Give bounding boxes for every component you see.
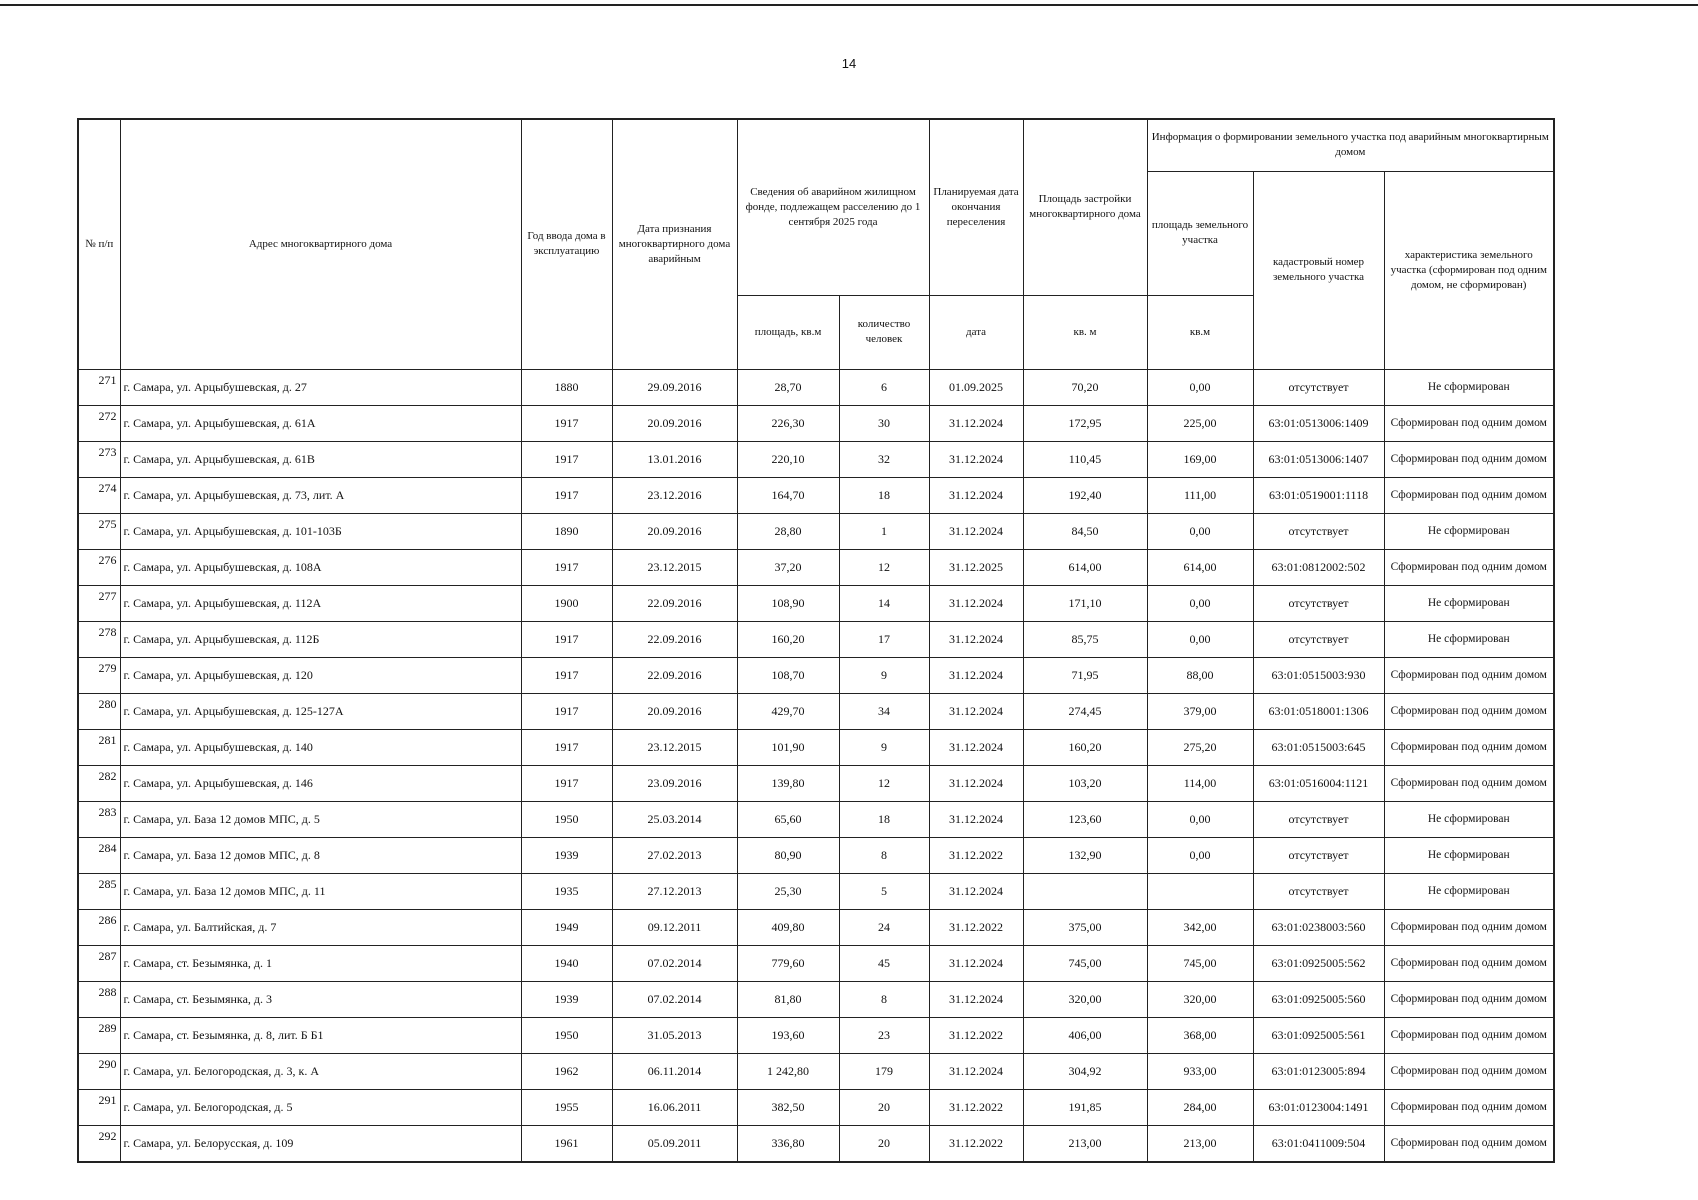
row-number: 272 <box>78 405 120 441</box>
row-build-area: 274,45 <box>1023 693 1147 729</box>
header-unit-area: площадь, кв.м <box>737 295 839 369</box>
table-row <box>78 369 1554 405</box>
row-year: 1950 <box>521 801 612 837</box>
row-land-char: Не сформирован <box>1384 369 1554 405</box>
row-date-recognized: 23.12.2015 <box>612 729 737 765</box>
row-build-area: 110,45 <box>1023 441 1147 477</box>
row-planned-end: 31.12.2022 <box>929 1089 1023 1125</box>
row-land-char: Сформирован под одним домом <box>1384 549 1554 585</box>
table-row <box>78 693 1554 729</box>
row-planned-end: 31.12.2024 <box>929 657 1023 693</box>
row-number: 291 <box>78 1089 120 1125</box>
row-people: 14 <box>839 585 929 621</box>
row-land-char: Сформирован под одним домом <box>1384 1125 1554 1162</box>
row-date-recognized: 20.09.2016 <box>612 513 737 549</box>
row-date-recognized: 23.12.2015 <box>612 549 737 585</box>
row-year: 1900 <box>521 585 612 621</box>
row-people: 8 <box>839 837 929 873</box>
row-land-area: 0,00 <box>1147 585 1253 621</box>
row-land-area: 320,00 <box>1147 981 1253 1017</box>
row-people: 30 <box>839 405 929 441</box>
row-year: 1917 <box>521 405 612 441</box>
row-land-char: Сформирован под одним домом <box>1384 657 1554 693</box>
row-year: 1940 <box>521 945 612 981</box>
row-area: 65,60 <box>737 801 839 837</box>
row-year: 1939 <box>521 837 612 873</box>
row-address: г. Самара, ул. База 12 домов МПС, д. 5 <box>120 801 521 837</box>
row-area: 336,80 <box>737 1125 839 1162</box>
row-cadastral: 63:01:0513006:1407 <box>1253 441 1384 477</box>
row-land-char: Не сформирован <box>1384 873 1554 909</box>
row-year: 1917 <box>521 729 612 765</box>
row-address: г. Самара, ул. Арцыбушевская, д. 140 <box>120 729 521 765</box>
row-area: 101,90 <box>737 729 839 765</box>
row-people: 179 <box>839 1053 929 1089</box>
row-cadastral: отсутствует <box>1253 585 1384 621</box>
row-people: 8 <box>839 981 929 1017</box>
row-build-area: 320,00 <box>1023 981 1147 1017</box>
row-date-recognized: 22.09.2016 <box>612 621 737 657</box>
row-planned-end: 31.12.2024 <box>929 765 1023 801</box>
row-number: 280 <box>78 693 120 729</box>
row-build-area: 172,95 <box>1023 405 1147 441</box>
row-planned-end: 31.12.2024 <box>929 441 1023 477</box>
row-planned-end: 31.12.2024 <box>929 477 1023 513</box>
row-address: г. Самара, ул. Арцыбушевская, д. 61А <box>120 405 521 441</box>
row-build-area: 70,20 <box>1023 369 1147 405</box>
row-date-recognized: 23.09.2016 <box>612 765 737 801</box>
row-area: 81,80 <box>737 981 839 1017</box>
row-date-recognized: 22.09.2016 <box>612 657 737 693</box>
row-land-char: Сформирован под одним домом <box>1384 1053 1554 1089</box>
row-planned-end: 31.12.2024 <box>929 981 1023 1017</box>
row-build-area: 85,75 <box>1023 621 1147 657</box>
row-year: 1880 <box>521 369 612 405</box>
row-address: г. Самара, ст. Безымянка, д. 1 <box>120 945 521 981</box>
row-year: 1890 <box>521 513 612 549</box>
header-land-area: площадь земельного участка <box>1147 171 1253 295</box>
table-row <box>78 945 1554 981</box>
row-cadastral: 63:01:0925005:562 <box>1253 945 1384 981</box>
row-land-char: Сформирован под одним домом <box>1384 477 1554 513</box>
row-people: 34 <box>839 693 929 729</box>
row-planned-end: 31.12.2024 <box>929 729 1023 765</box>
row-address: г. Самара, ул. Белогородская, д. 5 <box>120 1089 521 1125</box>
table-row <box>78 513 1554 549</box>
row-land-char: Сформирован под одним домом <box>1384 945 1554 981</box>
header-unit-sqm: кв. м <box>1023 295 1147 369</box>
row-planned-end: 31.12.2024 <box>929 693 1023 729</box>
row-land-char: Сформирован под одним домом <box>1384 1089 1554 1125</box>
row-planned-end: 31.12.2022 <box>929 1017 1023 1053</box>
row-cadastral: отсутствует <box>1253 513 1384 549</box>
row-number: 283 <box>78 801 120 837</box>
row-cadastral: 63:01:0123004:1491 <box>1253 1089 1384 1125</box>
row-year: 1939 <box>521 981 612 1017</box>
row-address: г. Самара, ул. База 12 домов МПС, д. 8 <box>120 837 521 873</box>
row-address: г. Самара, ул. Арцыбушевская, д. 112Б <box>120 621 521 657</box>
row-number: 286 <box>78 909 120 945</box>
header-land-info: Информация о формировании земельного участка под аварийным многоквартирным домом <box>1147 119 1554 171</box>
table-row <box>78 585 1554 621</box>
header-address: Адрес многоквартирного дома <box>120 119 521 369</box>
table-row <box>78 477 1554 513</box>
row-planned-end: 31.12.2024 <box>929 405 1023 441</box>
row-land-area: 114,00 <box>1147 765 1253 801</box>
row-year: 1917 <box>521 441 612 477</box>
row-build-area: 103,20 <box>1023 765 1147 801</box>
row-planned-end: 31.12.2024 <box>929 1053 1023 1089</box>
row-land-char: Не сформирован <box>1384 801 1554 837</box>
header-unit-people: количество человек <box>839 295 929 369</box>
row-area: 779,60 <box>737 945 839 981</box>
row-year: 1917 <box>521 657 612 693</box>
row-land-area: 213,00 <box>1147 1125 1253 1162</box>
row-area: 193,60 <box>737 1017 839 1053</box>
row-area: 160,20 <box>737 621 839 657</box>
row-number: 284 <box>78 837 120 873</box>
row-cadastral: 63:01:0518001:1306 <box>1253 693 1384 729</box>
row-build-area: 406,00 <box>1023 1017 1147 1053</box>
row-people: 20 <box>839 1125 929 1162</box>
row-land-area: 0,00 <box>1147 513 1253 549</box>
row-area: 429,70 <box>737 693 839 729</box>
row-number: 277 <box>78 585 120 621</box>
row-cadastral: отсутствует <box>1253 621 1384 657</box>
row-cadastral: 63:01:0925005:561 <box>1253 1017 1384 1053</box>
row-area: 226,30 <box>737 405 839 441</box>
table-row <box>78 909 1554 945</box>
row-people: 17 <box>839 621 929 657</box>
row-build-area: 191,85 <box>1023 1089 1147 1125</box>
table-row <box>78 549 1554 585</box>
row-land-area: 379,00 <box>1147 693 1253 729</box>
row-address: г. Самара, ул. Арцыбушевская, д. 73, лит. А <box>120 477 521 513</box>
row-address: г. Самара, ул. Белорусская, д. 109 <box>120 1125 521 1162</box>
header-date-recognized: Дата признания многоквартирного дома аварийным <box>612 119 737 369</box>
row-area: 108,90 <box>737 585 839 621</box>
header-planned-end: Планируемая дата окончания переселения <box>929 119 1023 295</box>
row-cadastral: 63:01:0515003:645 <box>1253 729 1384 765</box>
row-land-char: Сформирован под одним домом <box>1384 909 1554 945</box>
table-header <box>78 119 1554 369</box>
row-people: 5 <box>839 873 929 909</box>
row-area: 382,50 <box>737 1089 839 1125</box>
row-planned-end: 31.12.2024 <box>929 873 1023 909</box>
row-date-recognized: 05.09.2011 <box>612 1125 737 1162</box>
row-land-char: Не сформирован <box>1384 513 1554 549</box>
row-land-area: 745,00 <box>1147 945 1253 981</box>
header-year: Год ввода дома в эксплуатацию <box>521 119 612 369</box>
header-unit-date: дата <box>929 295 1023 369</box>
row-year: 1961 <box>521 1125 612 1162</box>
row-land-area: 225,00 <box>1147 405 1253 441</box>
row-number: 273 <box>78 441 120 477</box>
row-area: 409,80 <box>737 909 839 945</box>
row-build-area: 614,00 <box>1023 549 1147 585</box>
row-date-recognized: 25.03.2014 <box>612 801 737 837</box>
row-number: 275 <box>78 513 120 549</box>
table-row <box>78 621 1554 657</box>
row-address: г. Самара, ул. База 12 домов МПС, д. 11 <box>120 873 521 909</box>
header-unit-sqm-land: кв.м <box>1147 295 1253 369</box>
row-year: 1950 <box>521 1017 612 1053</box>
row-build-area: 132,90 <box>1023 837 1147 873</box>
row-address: г. Самара, ул. Балтийская, д. 7 <box>120 909 521 945</box>
row-number: 288 <box>78 981 120 1017</box>
row-year: 1917 <box>521 765 612 801</box>
row-cadastral: отсутствует <box>1253 369 1384 405</box>
row-cadastral: 63:01:0513006:1409 <box>1253 405 1384 441</box>
row-cadastral: 63:01:0516004:1121 <box>1253 765 1384 801</box>
row-area: 164,70 <box>737 477 839 513</box>
row-year: 1917 <box>521 621 612 657</box>
row-date-recognized: 27.02.2013 <box>612 837 737 873</box>
row-land-area: 368,00 <box>1147 1017 1253 1053</box>
row-people: 18 <box>839 801 929 837</box>
table-row <box>78 1089 1554 1125</box>
row-land-char: Не сформирован <box>1384 621 1554 657</box>
row-land-char: Сформирован под одним домом <box>1384 693 1554 729</box>
row-date-recognized: 29.09.2016 <box>612 369 737 405</box>
table-row <box>78 729 1554 765</box>
table-row <box>78 1053 1554 1089</box>
row-number: 274 <box>78 477 120 513</box>
row-cadastral: отсутствует <box>1253 873 1384 909</box>
row-land-char: Сформирован под одним домом <box>1384 981 1554 1017</box>
row-cadastral: отсутствует <box>1253 801 1384 837</box>
row-number: 287 <box>78 945 120 981</box>
row-people: 12 <box>839 765 929 801</box>
row-people: 23 <box>839 1017 929 1053</box>
row-land-area: 169,00 <box>1147 441 1253 477</box>
row-number: 282 <box>78 765 120 801</box>
row-build-area: 213,00 <box>1023 1125 1147 1162</box>
row-date-recognized: 16.06.2011 <box>612 1089 737 1125</box>
row-planned-end: 31.12.2024 <box>929 621 1023 657</box>
row-land-area: 614,00 <box>1147 549 1253 585</box>
row-year: 1962 <box>521 1053 612 1089</box>
row-planned-end: 31.12.2022 <box>929 1125 1023 1162</box>
row-land-char: Сформирован под одним домом <box>1384 405 1554 441</box>
row-address: г. Самара, ул. Арцыбушевская, д. 125-127А <box>120 693 521 729</box>
row-land-area: 0,00 <box>1147 837 1253 873</box>
row-people: 1 <box>839 513 929 549</box>
row-build-area: 71,95 <box>1023 657 1147 693</box>
row-address: г. Самара, ст. Безымянка, д. 3 <box>120 981 521 1017</box>
row-people: 24 <box>839 909 929 945</box>
row-land-area: 88,00 <box>1147 657 1253 693</box>
row-address: г. Самара, ул. Арцыбушевская, д. 112А <box>120 585 521 621</box>
table-row <box>78 441 1554 477</box>
row-people: 32 <box>839 441 929 477</box>
row-cadastral: 63:01:0238003:560 <box>1253 909 1384 945</box>
row-area: 1 242,80 <box>737 1053 839 1089</box>
row-address: г. Самара, ул. Арцыбушевская, д. 108А <box>120 549 521 585</box>
row-number: 278 <box>78 621 120 657</box>
row-land-area: 284,00 <box>1147 1089 1253 1125</box>
row-area: 37,20 <box>737 549 839 585</box>
row-cadastral: отсутствует <box>1253 837 1384 873</box>
table-row <box>78 657 1554 693</box>
row-planned-end: 31.12.2025 <box>929 549 1023 585</box>
page-number: 14 <box>841 56 857 71</box>
row-date-recognized: 09.12.2011 <box>612 909 737 945</box>
row-land-area: 342,00 <box>1147 909 1253 945</box>
row-people: 9 <box>839 657 929 693</box>
row-date-recognized: 07.02.2014 <box>612 945 737 981</box>
row-people: 45 <box>839 945 929 981</box>
row-build-area: 171,10 <box>1023 585 1147 621</box>
table-row <box>78 405 1554 441</box>
row-address: г. Самара, ул. Арцыбушевская, д. 146 <box>120 765 521 801</box>
row-area: 25,30 <box>737 873 839 909</box>
row-date-recognized: 20.09.2016 <box>612 693 737 729</box>
table-row <box>78 1125 1554 1162</box>
row-land-area: 0,00 <box>1147 801 1253 837</box>
row-land-char: Сформирован под одним домом <box>1384 729 1554 765</box>
row-cadastral: 63:01:0519001:1118 <box>1253 477 1384 513</box>
table-row <box>78 981 1554 1017</box>
top-rule <box>0 4 1698 6</box>
row-area: 80,90 <box>737 837 839 873</box>
row-area: 28,80 <box>737 513 839 549</box>
row-cadastral: 63:01:0411009:504 <box>1253 1125 1384 1162</box>
row-land-area: 0,00 <box>1147 369 1253 405</box>
row-number: 276 <box>78 549 120 585</box>
row-planned-end: 31.12.2022 <box>929 837 1023 873</box>
row-build-area: 84,50 <box>1023 513 1147 549</box>
row-area: 108,70 <box>737 657 839 693</box>
row-year: 1949 <box>521 909 612 945</box>
row-land-char: Не сформирован <box>1384 837 1554 873</box>
row-date-recognized: 06.11.2014 <box>612 1053 737 1089</box>
row-address: г. Самара, ул. Арцыбушевская, д. 27 <box>120 369 521 405</box>
row-address: г. Самара, ул. Арцыбушевская, д. 61В <box>120 441 521 477</box>
row-build-area: 192,40 <box>1023 477 1147 513</box>
row-planned-end: 31.12.2024 <box>929 801 1023 837</box>
row-year: 1935 <box>521 873 612 909</box>
row-address: г. Самара, ул. Арцыбушевская, д. 120 <box>120 657 521 693</box>
row-planned-end: 31.12.2024 <box>929 945 1023 981</box>
row-people: 6 <box>839 369 929 405</box>
row-land-area <box>1147 873 1253 909</box>
table-row <box>78 765 1554 801</box>
row-cadastral: 63:01:0925005:560 <box>1253 981 1384 1017</box>
row-date-recognized: 27.12.2013 <box>612 873 737 909</box>
row-date-recognized: 13.01.2016 <box>612 441 737 477</box>
row-area: 220,10 <box>737 441 839 477</box>
row-number: 289 <box>78 1017 120 1053</box>
header-land-char: характеристика земельного участка (сформирован под одним домом, не сформирован) <box>1384 171 1554 369</box>
row-cadastral: 63:01:0123005:894 <box>1253 1053 1384 1089</box>
row-year: 1917 <box>521 693 612 729</box>
row-people: 9 <box>839 729 929 765</box>
row-number: 279 <box>78 657 120 693</box>
row-planned-end: 31.12.2022 <box>929 909 1023 945</box>
row-number: 292 <box>78 1125 120 1162</box>
table-row <box>78 873 1554 909</box>
row-date-recognized: 31.05.2013 <box>612 1017 737 1053</box>
row-address: г. Самара, ул. Белогородская, д. 3, к. А <box>120 1053 521 1089</box>
row-build-area: 123,60 <box>1023 801 1147 837</box>
row-build-area: 304,92 <box>1023 1053 1147 1089</box>
row-year: 1917 <box>521 477 612 513</box>
row-land-char: Сформирован под одним домом <box>1384 765 1554 801</box>
row-people: 20 <box>839 1089 929 1125</box>
emergency-housing-table <box>77 118 1555 1163</box>
row-address: г. Самара, ст. Безымянка, д. 8, лит. Б Б1 <box>120 1017 521 1053</box>
row-build-area: 160,20 <box>1023 729 1147 765</box>
row-land-char: Сформирован под одним домом <box>1384 441 1554 477</box>
table-body <box>78 369 1554 1162</box>
row-number: 285 <box>78 873 120 909</box>
row-number: 271 <box>78 369 120 405</box>
header-fund-info: Сведения об аварийном жилищном фонде, подлежащем расселению до 1 сентября 2025 года <box>737 119 929 295</box>
row-land-char: Не сформирован <box>1384 585 1554 621</box>
row-build-area: 375,00 <box>1023 909 1147 945</box>
row-number: 281 <box>78 729 120 765</box>
row-date-recognized: 07.02.2014 <box>612 981 737 1017</box>
row-land-area: 933,00 <box>1147 1053 1253 1089</box>
row-build-area <box>1023 873 1147 909</box>
row-date-recognized: 22.09.2016 <box>612 585 737 621</box>
table-row <box>78 801 1554 837</box>
row-planned-end: 01.09.2025 <box>929 369 1023 405</box>
row-address: г. Самара, ул. Арцыбушевская, д. 101-103Б <box>120 513 521 549</box>
row-people: 12 <box>839 549 929 585</box>
row-year: 1917 <box>521 549 612 585</box>
row-land-area: 275,20 <box>1147 729 1253 765</box>
header-build-area: Площадь застройки многоквартирного дома <box>1023 119 1147 295</box>
row-date-recognized: 20.09.2016 <box>612 405 737 441</box>
header-num: № п/п <box>78 119 120 369</box>
table-row <box>78 837 1554 873</box>
row-area: 28,70 <box>737 369 839 405</box>
table-row <box>78 1017 1554 1053</box>
row-date-recognized: 23.12.2016 <box>612 477 737 513</box>
row-people: 18 <box>839 477 929 513</box>
row-area: 139,80 <box>737 765 839 801</box>
row-land-area: 0,00 <box>1147 621 1253 657</box>
header-cadastral: кадастровый номер земельного участка <box>1253 171 1384 369</box>
row-planned-end: 31.12.2024 <box>929 513 1023 549</box>
row-planned-end: 31.12.2024 <box>929 585 1023 621</box>
row-land-area: 111,00 <box>1147 477 1253 513</box>
row-number: 290 <box>78 1053 120 1089</box>
row-land-char: Сформирован под одним домом <box>1384 1017 1554 1053</box>
row-year: 1955 <box>521 1089 612 1125</box>
row-cadastral: 63:01:0812002:502 <box>1253 549 1384 585</box>
row-build-area: 745,00 <box>1023 945 1147 981</box>
row-cadastral: 63:01:0515003:930 <box>1253 657 1384 693</box>
